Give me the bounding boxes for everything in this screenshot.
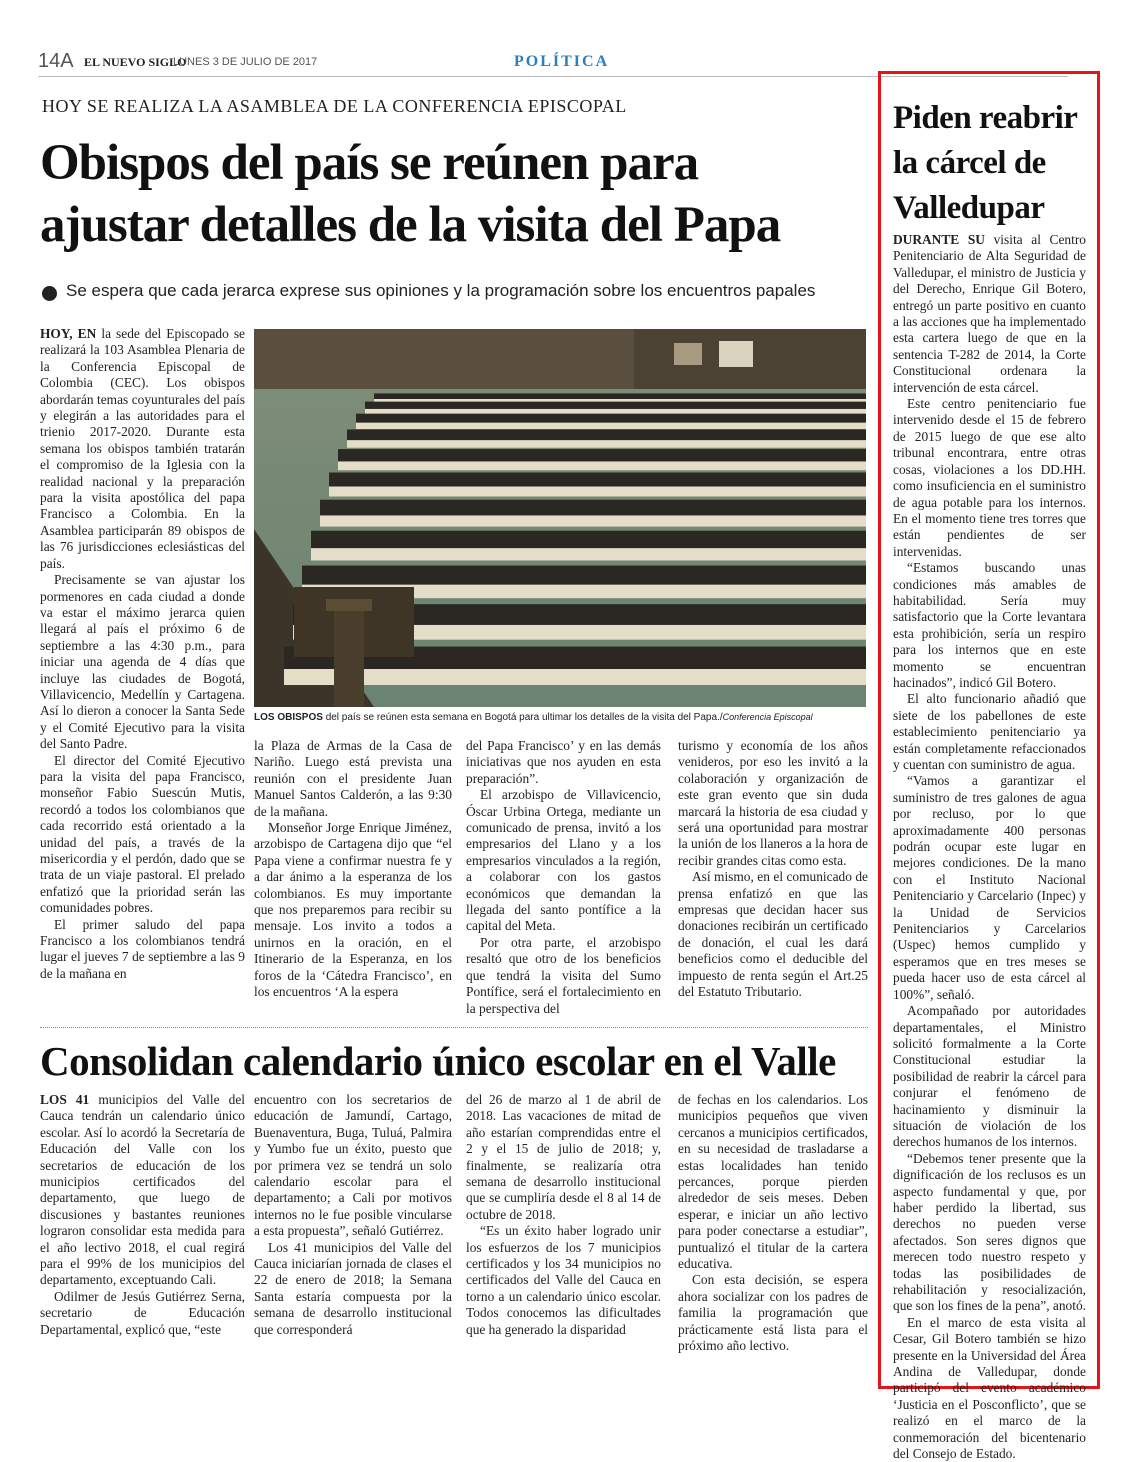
sidebar-headline-line-3: Valledupar (893, 190, 1045, 226)
paragraph: Acompañado por autoridades departamentales, el Ministro solicitó formalmente a la Corte Constitucional estudiar la posibilidad de reabrir la cárcel para conjurar el fenómeno de hacinamiento y disminuir la situación de violación de los derechos humanos de los internos. (893, 1003, 1086, 1150)
article-column-2 (254, 738, 452, 1001)
page-number: 14A (38, 50, 74, 72)
paragraph: Así mismo, en el comunicado de prensa enfatizó en que las empresas que decidan hacer sus donaciones recibirán un certificado de donación, el cual les dará beneficios como el deducible del impuesto de renta según el Art.25 del Estatuto Tributario. (678, 869, 868, 1000)
paragraph: En el marco de esta visita al Cesar, Gil Botero también se hizo presente en la Universidad del Área Andina de Valledupar, donde participó del evento académico ‘Justicia en el Posconflicto’, que se realizó en el marco de la conmemoración del bicentenario del Consejo de Estado. (893, 1314, 1086, 1462)
article-subhead: Se espera que cada jerarca exprese sus opiniones y la programación sobre los encuentros papales (66, 281, 816, 300)
article-kicker: HOY SE REALIZA LA ASAMBLEA DE LA CONFERENCIA EPISCOPAL (42, 96, 627, 116)
article-column-4 (678, 738, 868, 1001)
paragraph: Precisamente se van ajustar los pormenores en cada ciudad a donde va estar el máximo jerarca quien llegará al país el próximo 6 de septiembre a las 4:30 p.m., para iniciar una agenda de 4 días que incluye las ciudades de Bogotá, Villavicencio, Medellín y Cartagena. Así lo dieron a conocer la Santa Sede y el Comité Ejecutivo para la visita del Santo Padre. (40, 572, 245, 752)
sidebar-headline-line-1: Piden reabrir (893, 100, 1078, 136)
sidebar-body (893, 232, 1086, 1462)
article-column-1 (40, 326, 245, 982)
photo-caption (254, 712, 866, 723)
article-column-3 (466, 738, 661, 1017)
caption-text: del país se reúnen esta semana en Bogotá para ultimar los detalles de la visita del Papa./ (325, 712, 723, 723)
paragraph: Odilmer de Jesús Gutiérrez Serna, secretario de Educación Departamental, explicó que, “este (40, 1288, 245, 1337)
paragraph: del 26 de marzo al 1 de abril de 2018. Las vacaciones de mitad de año estarían comprendidas entre el 2 y el 15 de julio de 2018; y, finalmente, se realizaría otra semana de desarrollo institucional que se cumpliría desde el 8 al 14 de octubre de 2018. (466, 1092, 661, 1222)
lead-in: HOY, EN (40, 326, 97, 341)
sidebar-headline (893, 96, 1093, 231)
article-headline (40, 132, 870, 256)
caption-lead: LOS OBISPOS (254, 712, 323, 723)
paragraph: El arzobispo de Villavicencio, Óscar Urbina Ortega, mediante un comunicado de prensa, invitó a los empresarios del Llano y a los empresarios vinculados a la región, a colaborar con los gastos económicos que demandan la llegada del santo pontífice a la capital del Meta. (466, 787, 661, 934)
paragraph: “Es un éxito haber logrado unir los esfuerzos de los 7 municipios certificados y los 34 municipios no certificados del Valle del Cauca en torno a un calendario único escolar. Todos conocemos las dificultades que ha generado la disparidad (466, 1223, 661, 1337)
paragraph: Los 41 municipios del Valle del Cauca iniciarían jornada de clases el 22 de enero de 2018; la Semana Santa estaría compuesta por la semana de desarrollo institucional que corresponderá (254, 1239, 452, 1337)
paragraph: Monseñor Jorge Enrique Jiménez, arzobispo de Cartagena dijo que “el Papa viene a confirmar nuestra fe y a dar ánimo a la esperanza de los colombianos. Es muy importante que nos preparemos para recibir su mensaje. Los invito a todos a unirnos en la oración, en el Itinerario de la Esperanza, en los foros de la ‘Cátedra Francisco’, en los encuentros ‘A la espera (254, 820, 452, 1000)
bullet-icon (42, 286, 57, 301)
paragraph: HOY, EN la sede del Episcopado se realizará la 103 Asamblea Plenaria de la Conferencia Episcopal de Colombia (CEC). Los obispos abordarán temas coyunturales del país y elegirán a las autoridades para el trienio 2017-2020. Durante esta semana los obispos también tratarán el compromiso de la Iglesia con la realidad nacional y la preparación para la visita apostólica del papa Francisco a Colombia. En la Asamblea participarán 89 obispos de las 76 jurisdicciones eclesiásticas del país. (40, 326, 245, 571)
paragraph: “Estamos buscando unas condiciones más amables de habitabilidad. Sería muy satisfactorio que la Corte levantara esta prohibición, sería un respiro para los internos que en este momento se encuentran hacinados”, indicó Gil Botero. (893, 560, 1086, 690)
paragraph: El primer saludo del papa Francisco a los colombianos tendrá lugar el jueves 7 de septiembre a las 9 de la mañana en (40, 916, 245, 981)
paragraph: del Papa Francisco’ y en las demás iniciativas que nos ayuden en esta preparación”. (466, 738, 661, 786)
lead-in: LOS 41 (40, 1092, 90, 1107)
paragraph: encuentro con los secretarios de educación de Jamundí, Cartago, Buenaventura, Buga, Tuluá, Palmira y Yumbo fue un éxito, puesto que por primera vez se tendrá un solo calendario escolar para el departamento; a Cali por motivos internos no le fue posible vincularse a esta propuesta”, señaló Gutiérrez. (254, 1092, 452, 1239)
photo-credit: Conferencia Episcopal (722, 712, 813, 722)
paragraph: El director del Comité Ejecutivo para la visita del papa Francisco, monseñor Fabio Suescún Mutis, recordó a todos los colombianos que cada recorrido está orientado a la unidad del país, a través de la misericordia y el perdón, dado que se trata de un viaje pastoral. El prelado enfatizó que la prioridad serán las comunidades pobres. (40, 752, 245, 916)
paragraph: de fechas en los calendarios. Los municipios pequeños que viven cercanos a municipios certificados, en su necesidad de trasladarse a estas localidades han tenido percances, porque pierden alrededor de seis meses. Deben esperar, e iniciar un año lectivo para poder conectarse a estudiar”, puntualizó el titular de la cartera educativa. (678, 1092, 868, 1272)
paragraph: El alto funcionario añadió que siete de los pabellones de este establecimiento penitenciario ya están completamente refaccionados y cuentan con suministro de agua. (893, 691, 1086, 772)
second-article-column-1 (40, 1092, 245, 1338)
paragraph: LOS 41 municipios del Valle del Cauca tendrán un calendario único escolar. Así lo acordó la Secretaría de Educación del Valle con los secretarios de educación de los municipios certificados del departamento, que luego de discusiones y bastantes reuniones lograron consolidar esta medida para el año lectivo 2018, el cual regirá para el 99% de los municipios del departamento, exceptuando Cali. (40, 1092, 245, 1288)
sidebar-headline-line-2: la cárcel de (893, 145, 1046, 181)
paragraph: Este centro penitenciario fue intervenido desde el 15 de febrero de 2015 luego de que ese alto tribunal encontrara, entre otras cosas, violaciones a los DD.HH. como insuficiencia en el suministro de agua potable para los internos. En el momento tiene tres torres que están pendientes de ser intervenidas. (893, 396, 1086, 559)
paragraph: Por otra parte, el arzobispo resaltó que otro de los beneficios que tendrá la visita del Sumo Pontífice, será el fortalecimiento en la perspectiva del (466, 934, 661, 1016)
paragraph: turismo y economía de los años venideros, por eso les invitó a la colaboración y organización de este gran evento que sin duda marcará la historia de esa ciudad y será una oportunidad para mostrar la unión de los llaneros a la hora de recibir grandes citas como esta. (678, 738, 868, 868)
paragraph: la Plaza de Armas de la Casa de Nariño. Luego está prevista una reunión con el presidente Juan Manuel Santos Calderón, a las 9:30 de la mañana. (254, 738, 452, 819)
second-article-column-3 (466, 1092, 661, 1338)
paragraph: Con esta decisión, se espera ahora socializar con los padres de familia la programación que prácticamente está lista para el próximo año lectivo. (678, 1272, 868, 1354)
headline-line-2: ajustar detalles de la visita del Papa (40, 197, 781, 253)
lead-in: DURANTE SU (893, 232, 985, 247)
section-divider (40, 1027, 868, 1028)
second-article-headline: Consolidan calendario único escolar en el Valle (40, 1038, 836, 1084)
section-name: POLÍTICA (514, 53, 610, 70)
paragraph: “Debemos tener presente que la dignificación de los reclusos es un aspecto fundamental y que, por haber perdido la libertad, sus derechos no pueden verse afectados. Son seres dignos que merecen todo nuestro respeto y todas las posibilidades de rehabilitación y resocialización, que son los fines de la pena”, anotó. (893, 1150, 1086, 1314)
paragraph: “Vamos a garantizar el suministro de tres galones de agua por recluso, por lo que aproximadamente 400 personas podrán ocupar este lugar en mejores condiciones. De la mano con el Instituto Nacional Penitenciario y Carcelario (Inpec) y la Unidad de Servicios Penitenciarios y Carcelarios (Uspec) hemos cumplido y esperamos que en tres meses se pueda hacer uso de esta cárcel al 100%”, señaló. (893, 773, 1086, 1002)
second-article-column-4 (678, 1092, 868, 1355)
headline-line-1: Obispos del país se reúnen para (40, 135, 699, 191)
newspaper-name: EL NUEVO SIGLO (84, 55, 187, 69)
second-article-column-2 (254, 1092, 452, 1338)
paragraph: DURANTE SU visita al Centro Penitenciario de Alta Seguridad de Valledupar, el ministro de Justicia y del Derecho, Enrique Gil Botero, entregó un parte positivo en cuanto a las acciones que ha implementado esta cartera luego de que en la sentencia T-282 de 2014, la Corte Constitucional ordenara la intervención de esta cárcel. (893, 232, 1086, 395)
issue-date: LUNES 3 DE JULIO DE 2017 (173, 56, 318, 68)
bishops-assembly-photo (254, 329, 866, 707)
